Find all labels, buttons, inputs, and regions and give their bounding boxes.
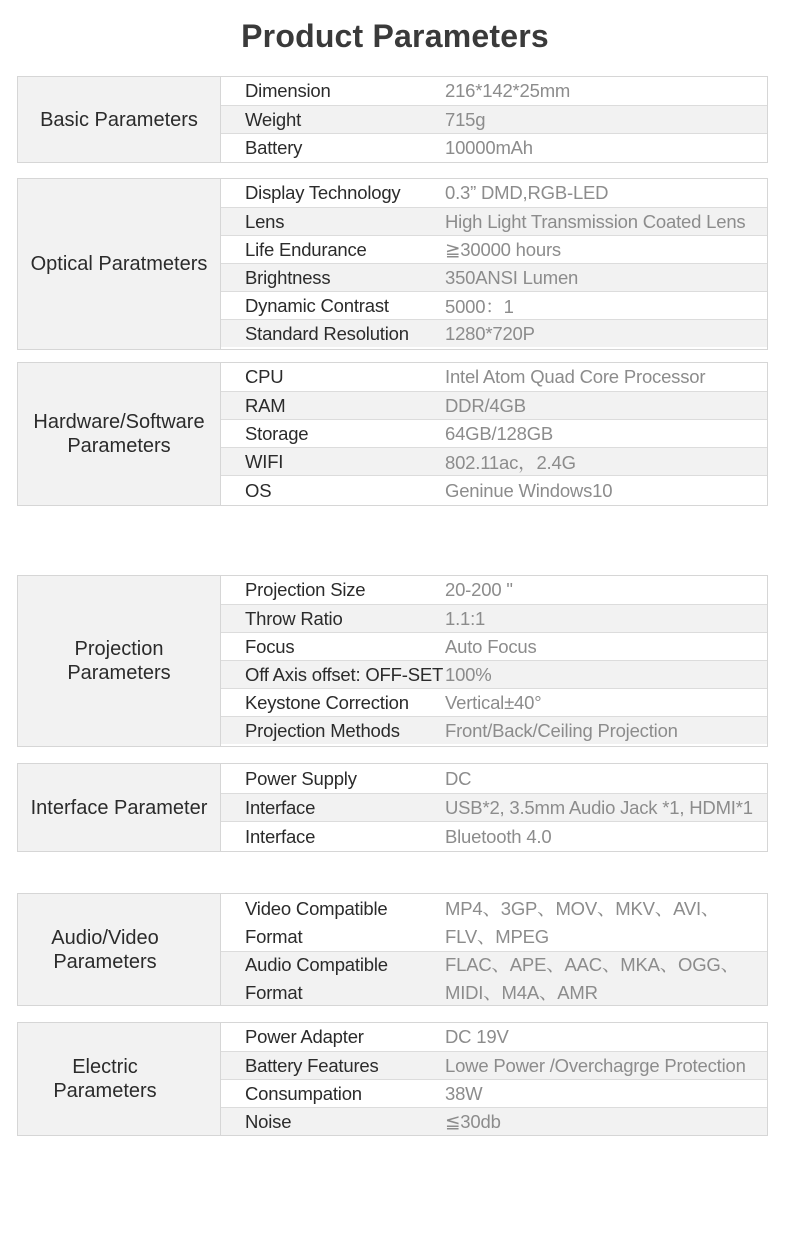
param-name: Video Compatible Format — [245, 897, 388, 947]
table-row — [221, 1051, 767, 1079]
table-row — [221, 291, 767, 319]
group-label: Basic Parameters — [18, 77, 221, 162]
table-row — [221, 77, 767, 105]
group-label: Audio/Video Parameters — [18, 894, 221, 1005]
param-value: High Light Transmission Coated Lens — [445, 210, 746, 232]
table-row — [221, 951, 767, 1005]
page-title: Product Parameters — [241, 18, 549, 54]
param-name: Storage — [245, 422, 309, 444]
param-name: Battery Features — [245, 1054, 379, 1076]
table-row — [221, 793, 767, 821]
param-name: Interface — [245, 796, 316, 818]
audio-video-parameters-group — [17, 893, 768, 1006]
optical-parameters-group — [17, 178, 768, 350]
param-value: 5000：1 — [445, 295, 514, 317]
table-row — [221, 363, 767, 391]
param-value: USB*2, 3.5mm Audio Jack *1, HDMI*1 — [445, 796, 753, 818]
param-value: 350ANSI Lumen — [445, 266, 579, 288]
table-row — [221, 688, 767, 716]
hardware-software-parameters-group — [17, 362, 768, 506]
table-row — [221, 632, 767, 660]
param-value: 0.3” DMD,RGB-LED — [445, 182, 609, 203]
param-name: Power Supply — [245, 767, 357, 789]
param-name: Dimension — [245, 80, 331, 101]
param-value: 1.1:1 — [445, 607, 486, 629]
interface-parameter-group — [17, 763, 768, 852]
table-row — [221, 1079, 767, 1107]
param-name: Dynamic Contrast — [245, 294, 389, 316]
table-row — [221, 391, 767, 419]
table-row — [221, 716, 767, 744]
param-name: CPU — [245, 366, 284, 387]
param-value: MP4、3GP、MOV、MKV、AVI、 FLV、MPEG — [445, 897, 720, 947]
param-name: RAM — [245, 394, 286, 416]
param-name: Standard Resolution — [245, 322, 409, 344]
table-row — [221, 105, 767, 133]
group-label: Optical Paratmeters — [18, 179, 221, 349]
projection-parameters-group — [17, 575, 768, 747]
table-row — [221, 475, 767, 505]
param-value: 802.11ac，2.4G — [445, 451, 576, 473]
table-row — [221, 319, 767, 347]
group-label: Electric Parameters — [18, 1023, 221, 1135]
param-value: Lowe Power /Overchagrge Protection — [445, 1054, 746, 1076]
param-value: DDR/4GB — [445, 394, 526, 416]
electric-parameters-group — [17, 1022, 768, 1136]
param-name: Power Adapter — [245, 1026, 364, 1047]
param-value: Front/Back/Ceiling Projection — [445, 719, 678, 741]
param-value: 100% — [445, 663, 492, 685]
param-name: Noise — [245, 1110, 292, 1132]
table-row — [221, 447, 767, 475]
param-name: Brightness — [245, 266, 331, 288]
param-value: 20-200 " — [445, 579, 513, 600]
group-label: Hardware/Software Parameters — [18, 363, 221, 505]
param-value: 64GB/128GB — [445, 422, 554, 444]
table-row — [221, 1107, 767, 1135]
table-row — [221, 894, 767, 951]
group-label: Projection Parameters — [18, 576, 221, 746]
table-row — [221, 207, 767, 235]
param-name: Display Technology — [245, 182, 401, 203]
param-name: Projection Methods — [245, 719, 400, 741]
param-name: Consumpation — [245, 1082, 362, 1104]
param-value: 1280*720P — [445, 322, 535, 344]
param-name: Lens — [245, 210, 285, 232]
table-row — [221, 821, 767, 851]
table-row — [221, 660, 767, 688]
param-name: Weight — [245, 108, 302, 130]
param-value: 216*142*25mm — [445, 80, 571, 101]
param-value: Auto Focus — [445, 635, 537, 657]
basic-parameters-group — [17, 76, 768, 163]
table-row — [221, 179, 767, 207]
param-value: 715g — [445, 108, 486, 130]
param-value: 38W — [445, 1082, 483, 1104]
param-value: 10000mAh — [445, 137, 533, 158]
param-value: Vertical±40° — [445, 691, 542, 713]
param-name: Keystone Correction — [245, 691, 409, 713]
table-row — [221, 1023, 767, 1051]
param-name: Life Endurance — [245, 238, 367, 260]
param-name: WIFI — [245, 450, 284, 472]
param-name: Audio Compatible Format — [245, 953, 388, 1003]
table-row — [221, 133, 767, 162]
param-value: Intel Atom Quad Core Processor — [445, 366, 706, 387]
param-value: FLAC、APE、AAC、MKA、OGG、 MIDI、M4A、AMR — [445, 953, 739, 1003]
table-row — [221, 576, 767, 604]
param-value: ≧30000 hours — [445, 238, 561, 260]
param-name: OS — [245, 479, 272, 501]
table-row — [221, 263, 767, 291]
param-value: Bluetooth 4.0 — [445, 825, 552, 847]
param-name: Projection Size — [245, 579, 366, 600]
table-row — [221, 235, 767, 263]
param-name: Off Axis offset: OFF-SET — [245, 663, 444, 685]
param-name: Throw Ratio — [245, 607, 343, 629]
param-name: Battery — [245, 137, 303, 158]
param-value: DC 19V — [445, 1026, 509, 1047]
table-row — [221, 419, 767, 447]
table-row — [221, 764, 767, 793]
table-row — [221, 604, 767, 632]
param-name: Focus — [245, 635, 295, 657]
param-value: DC — [445, 767, 472, 789]
param-name: Interface — [245, 825, 316, 847]
group-label: Interface Parameter — [18, 764, 221, 851]
param-value: Geninue Windows10 — [445, 479, 613, 501]
param-value: ≦30db — [445, 1110, 501, 1132]
